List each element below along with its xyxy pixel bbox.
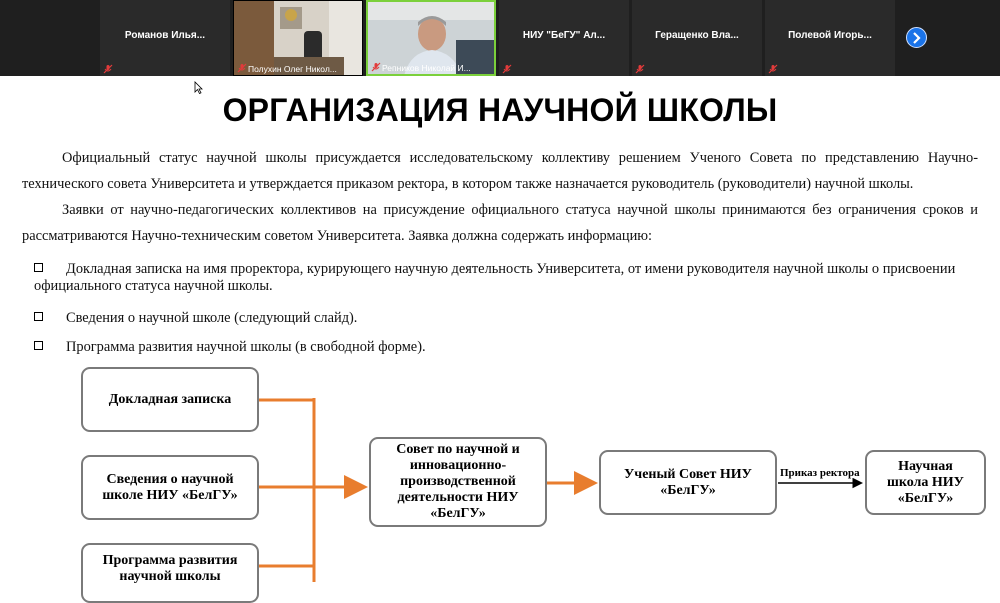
bullet-item	[34, 339, 978, 356]
bullet-item	[34, 310, 978, 327]
participants-strip	[0, 0, 1000, 76]
participant-tile[interactable]	[100, 0, 230, 76]
participant-name: НИУ "БеГУ" Ал...	[522, 30, 606, 41]
flow-box-council: Совет по научной и инновационно-производственной деятельности НИУ «БелГУ»	[369, 437, 547, 527]
flow-box-school-info: Сведения о научной школе НИУ «БелГУ»	[81, 455, 259, 520]
paragraph-applications: Заявки от научно-педагогических коллективов на присуждение официального статуса научной школы принимаются без ограничения сроков и рассматриваются Научно-техническим советом Университета. Заявка должна содержать информацию:	[22, 202, 978, 244]
muted-mic-icon	[103, 64, 113, 74]
flow-box-program: Программа развития научной школы	[81, 543, 259, 603]
participant-tile[interactable]	[499, 0, 629, 76]
flow-box-result: Научная школа НИУ «БелГУ»	[865, 450, 986, 515]
flow-box-academic-council: Ученый Совет НИУ «БелГУ»	[599, 450, 777, 515]
bullet-text: Программа развития научной школы (в свободной форме).	[66, 339, 426, 355]
muted-mic-icon	[371, 62, 381, 72]
paragraph-status: Официальный статус научной школы присуждается исследовательскому коллективу решением Ученого Совета по представлению Научно-технического совета Университета и утверждается приказом ректора, в котором также назначается руководитель (руководители) научной школы.	[22, 150, 978, 192]
checkbox-square-icon	[34, 341, 43, 350]
slide-title: ОРГАНИЗАЦИЯ НАУЧНОЙ ШКОЛЫ	[222, 92, 778, 128]
bullet-text: Сведения о научной школе (следующий слайд).	[66, 310, 358, 326]
muted-mic-icon	[237, 63, 247, 73]
participant-name: Геращенко Вла...	[655, 30, 739, 41]
participant-video-tile-active[interactable]	[366, 0, 496, 76]
checkbox-square-icon	[34, 263, 43, 272]
participant-tile[interactable]	[632, 0, 762, 76]
next-participants-button[interactable]	[906, 27, 927, 48]
order-label: Приказ ректора	[780, 467, 860, 479]
chevron-right-icon	[912, 32, 922, 44]
bullet-item	[34, 261, 978, 295]
flow-box-memo: Докладная записка	[81, 367, 259, 432]
participant-video-tile[interactable]	[233, 0, 363, 76]
participant-caption: Полухин Олег Никол...	[248, 64, 337, 74]
participant-tile[interactable]	[765, 0, 895, 76]
participant-name: Полевой Игорь...	[788, 30, 872, 41]
muted-mic-icon	[635, 64, 645, 74]
muted-mic-icon	[502, 64, 512, 74]
checkbox-square-icon	[34, 312, 43, 321]
participant-name: Романов Илья...	[124, 30, 206, 41]
bullet-text: Докладная записка на имя проректора, курирующего научную деятельность Университета, от имени руководителя научной школы о присвоении официального статуса научной школы.	[34, 261, 956, 294]
muted-mic-icon	[768, 64, 778, 74]
participant-caption: Репников Николай И...	[382, 63, 471, 73]
